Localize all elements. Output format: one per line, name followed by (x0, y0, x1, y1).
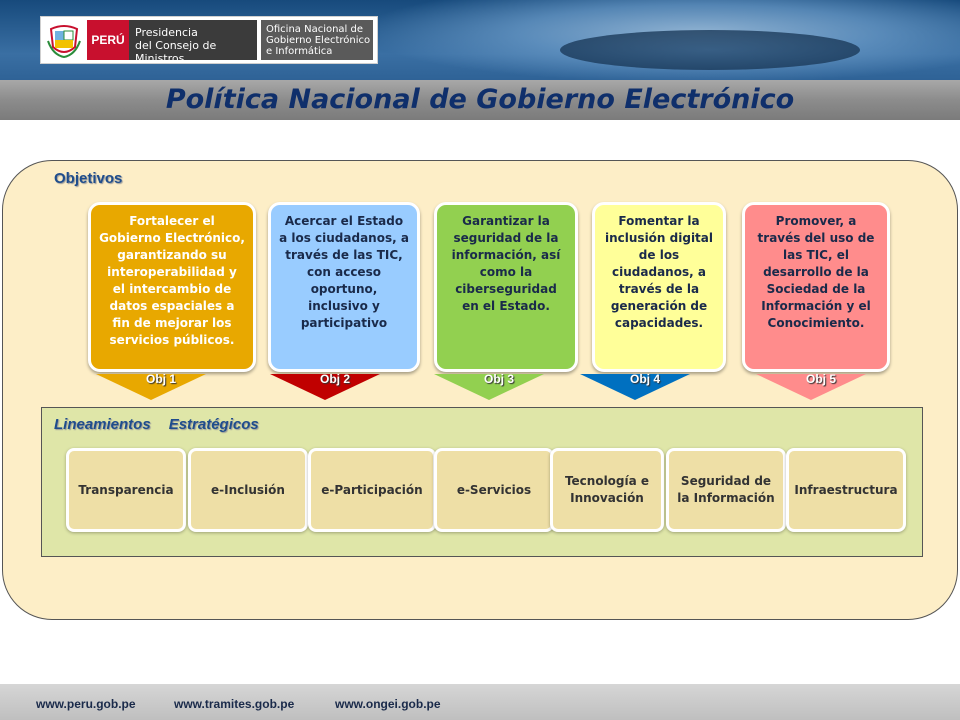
guideline-box: Tecnología e Innovación (550, 448, 664, 532)
objective-card (592, 202, 726, 372)
objective-text: Garantizar la seguridad de la información, así como la ciberseguridad en el Estado. (451, 214, 561, 313)
objective-tag: Obj 2 (319, 372, 350, 386)
objective-tag: Obj 1 (145, 372, 176, 386)
objective-card (268, 202, 420, 372)
objective-card (434, 202, 578, 372)
guideline-box: e-Servicios (434, 448, 554, 532)
guideline-box: e-Inclusión (188, 448, 308, 532)
header-background-table (560, 30, 860, 70)
footer-link-peru[interactable]: www.peru.gob.pe (36, 697, 136, 711)
objective-text: Promover, a través del uso de las TIC, el desarrollo de la Sociedad de la Información y el Conocimiento. (757, 214, 875, 330)
objective-text: Fortalecer el Gobierno Electrónico, garantizando su interoperabilidad y el intercambio de datos espaciales a fin de mejorar los servicios públicos. (99, 214, 245, 347)
objective-tag: Obj 3 (483, 372, 514, 386)
objectives-heading: Objetivos (54, 170, 123, 187)
office-name: Oficina Nacional de Gobierno Electrónico e Informática (261, 20, 373, 60)
institution-name: Presidencia del Consejo de Ministros (129, 20, 257, 60)
objective-text: Fomentar la inclusión digital de los ciudadanos, a través de la generación de capacidades. (605, 214, 713, 330)
page-title: Política Nacional de Gobierno Electrónico (165, 84, 795, 115)
objective-tag: Obj 4 (629, 372, 660, 386)
guideline-box: e-Participación (308, 448, 436, 532)
objective-card (88, 202, 256, 372)
objective-tag: Obj 5 (805, 372, 836, 386)
objective-card (742, 202, 890, 372)
objective-text: Acercar el Estado a los ciudadanos, a través de las TIC, con acceso oportuno, inclusivo y participativo (279, 214, 409, 330)
guideline-box: Infraestructura (786, 448, 906, 532)
footer-link-tramites[interactable]: www.tramites.gob.pe (174, 697, 295, 711)
footer-link-ongei[interactable]: www.ongei.gob.pe (335, 697, 441, 711)
country-label: PERÚ (87, 20, 129, 60)
guidelines-heading: Lineamientos Estratégicos (54, 416, 259, 433)
guideline-box: Transparencia (66, 448, 186, 532)
guideline-box: Seguridad de la Información (666, 448, 786, 532)
government-logo (40, 16, 378, 64)
footer-bar (0, 684, 960, 720)
coat-of-arms-icon (41, 17, 87, 63)
